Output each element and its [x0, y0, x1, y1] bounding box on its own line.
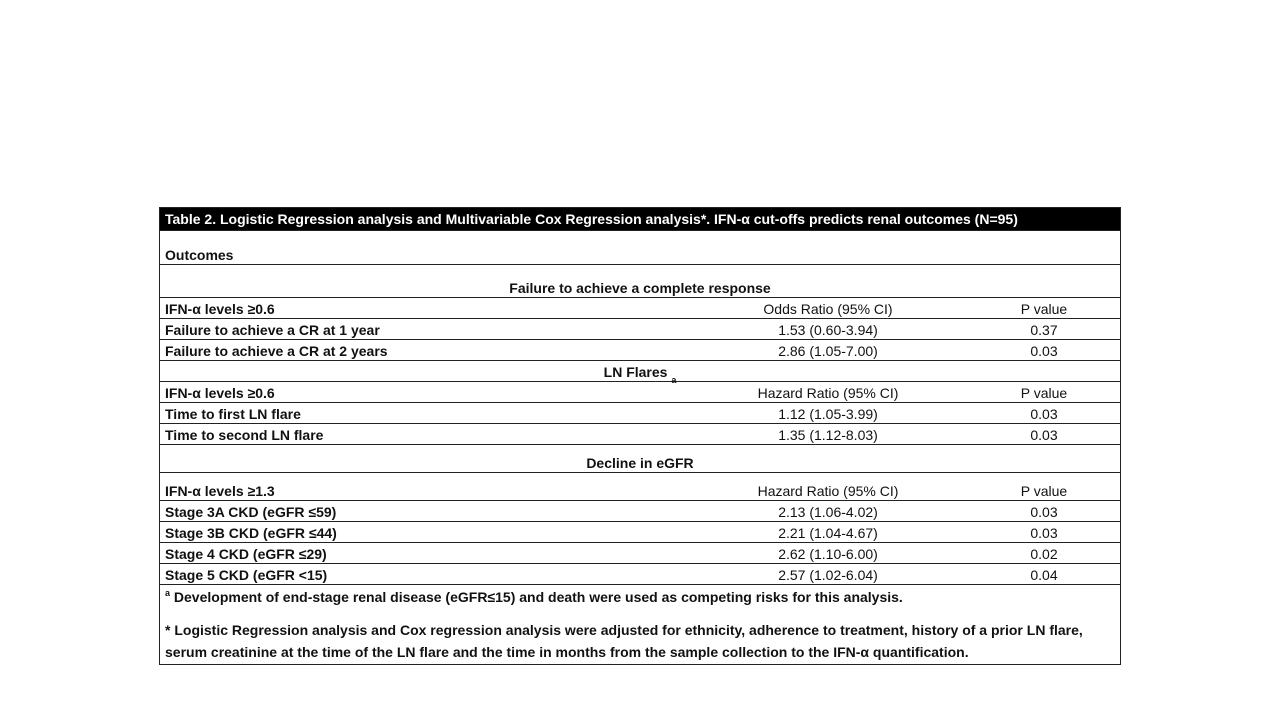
row-label: Failure to achieve a CR at 1 year — [165, 322, 380, 338]
row-ratio: 2.62 (1.10-6.00) — [778, 546, 878, 562]
header-p-value: P value — [1020, 301, 1068, 317]
row-p-value: 0.03 — [1030, 525, 1058, 541]
outcomes-row — [160, 230, 1120, 264]
table-row — [160, 521, 1120, 542]
header-predictor: IFN-α levels ≥1.3 — [165, 483, 275, 499]
row-p-value: 0.02 — [1030, 546, 1058, 562]
results-table — [159, 207, 1121, 665]
header-ratio: Odds Ratio (95% CI) — [763, 301, 893, 317]
row-label: Stage 3B CKD (eGFR ≤44) — [165, 525, 337, 541]
row-label: Stage 4 CKD (eGFR ≤29) — [165, 546, 327, 562]
row-label: Failure to achieve a CR at 2 years — [165, 343, 388, 359]
row-p-value: 0.03 — [1030, 343, 1058, 359]
row-ratio: 1.35 (1.12-8.03) — [778, 427, 878, 443]
footnote-marker: a — [165, 588, 171, 598]
row-ratio: 2.57 (1.02-6.04) — [778, 567, 878, 583]
header-predictor: IFN-α levels ≥0.6 — [165, 385, 275, 401]
header-ratio: Hazard Ratio (95% CI) — [757, 385, 899, 401]
table-row — [160, 500, 1120, 521]
row-ratio: 2.86 (1.05-7.00) — [778, 343, 878, 359]
row-p-value: 0.04 — [1030, 567, 1058, 583]
table-title: Table 2. Logistic Regression analysis and Multivariable Cox Regression analysis*. IFN-α cut-offs predicts renal outcomes (N=95) — [160, 208, 1120, 230]
row-ratio: 1.12 (1.05-3.99) — [778, 406, 878, 422]
section-heading-text: Failure to achieve a complete response — [509, 280, 771, 296]
header-row — [160, 472, 1120, 500]
row-p-value: 0.03 — [1030, 504, 1058, 520]
header-predictor: IFN-α levels ≥0.6 — [165, 301, 275, 317]
section-heading-text: LN Flares — [603, 364, 668, 380]
footnotes — [160, 584, 1120, 664]
section-heading-complete-response — [160, 264, 1120, 297]
header-ratio: Hazard Ratio (95% CI) — [757, 483, 899, 499]
table-row — [160, 318, 1120, 339]
row-p-value: 0.03 — [1030, 427, 1058, 443]
section-heading-text: Decline in eGFR — [586, 455, 694, 471]
header-row — [160, 381, 1120, 402]
row-label: Time to second LN flare — [165, 427, 324, 443]
row-p-value: 0.03 — [1030, 406, 1058, 422]
header-p-value: P value — [1020, 385, 1068, 401]
table-row — [160, 563, 1120, 584]
row-label: Stage 5 CKD (eGFR <15) — [165, 567, 328, 583]
row-ratio: 1.53 (0.60-3.94) — [778, 322, 878, 338]
footnote-a-text: Development of end-stage renal disease (eGFR≤15) and death were used as competing risks for this analysis. — [170, 589, 903, 605]
row-p-value: 0.37 — [1030, 322, 1058, 338]
footnote-competing-risks — [165, 585, 1112, 606]
table-row — [160, 339, 1120, 360]
header-row — [160, 297, 1120, 318]
section-heading-egfr — [160, 444, 1120, 472]
table-row — [160, 423, 1120, 444]
table-row — [160, 542, 1120, 563]
row-ratio: 2.21 (1.04-4.67) — [778, 525, 878, 541]
row-ratio: 2.13 (1.06-4.02) — [778, 504, 878, 520]
header-p-value: P value — [1020, 483, 1068, 499]
row-label: Time to first LN flare — [165, 406, 301, 422]
footnote-adjustment: * Logistic Regression analysis and Cox regression analysis were adjusted for ethnicity, adherence to treatment, history of a prior LN flare, serum creatinine at the time of the LN flare and the time in months from the sample collection to the IFN-α quantification. — [165, 622, 1083, 660]
outcomes-label: Outcomes — [165, 247, 234, 263]
row-label: Stage 3A CKD (eGFR ≤59) — [165, 504, 337, 520]
section-heading-ln-flares: LN Flares a — [160, 360, 1120, 381]
table-row — [160, 402, 1120, 423]
